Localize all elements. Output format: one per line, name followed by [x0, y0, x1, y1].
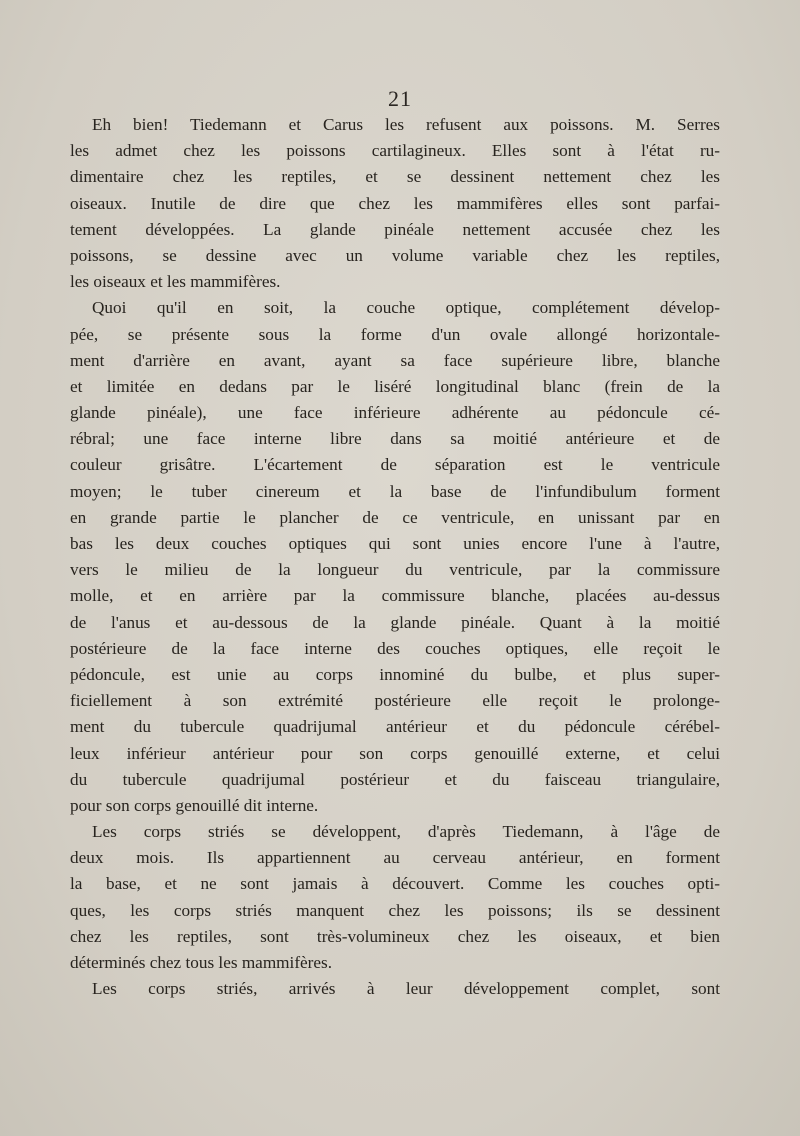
text-line: oiseaux. Inutile de dire que chez les mammifères elles sont parfai-	[70, 193, 720, 213]
text-line: glande pinéale), une face inférieure adhérente au pédoncule cé-	[70, 403, 720, 423]
text-line: rébral; une face interne libre dans sa moitié antérieure et de	[70, 429, 720, 449]
text-line: Les corps striés se développent, d'après Tiedemann, à l'âge de	[92, 822, 720, 842]
text-line: en grande partie le plancher de ce ventricule, en unissant par en	[70, 507, 720, 527]
text-line: poissons, se dessine avec un volume variable chez les reptiles,	[70, 245, 720, 265]
text-line: vers le milieu de la longueur du ventricule, par la commissure	[70, 560, 720, 580]
text-line: pée, se présente sous la forme d'un ovale allongé horizontale-	[70, 324, 720, 344]
text-line: chez les reptiles, sont très-volumineux chez les oiseaux, et bien	[70, 926, 720, 946]
text-line: ficiellement à son extrémité postérieure elle reçoit le prolonge-	[70, 691, 720, 711]
text-line: les oiseaux et les mammifères.	[70, 272, 281, 292]
page-number: 21	[388, 86, 412, 111]
text-line: déterminés chez tous les mammifères.	[70, 953, 333, 972]
text-line: Eh bien! Tiedemann et Carus les refusent aux poissons. M. Serres	[92, 115, 720, 134]
text-line: postérieure de la face interne des couches optiques, elle reçoit le	[70, 638, 720, 658]
body-text	[70, 112, 720, 1002]
text-line: Les corps striés, arrivés à leur développement complet, sont	[92, 979, 720, 999]
text-line: la base, et ne sont jamais à découvert. Comme les couches opti-	[70, 874, 720, 894]
text-line: les admet chez les poissons cartilagineux. Elles sont à l'état ru-	[70, 141, 720, 161]
text-line: pour son corps genouillé dit interne.	[70, 795, 319, 815]
text-line: deux mois. Ils appartiennent au cerveau antérieur, en forment	[70, 848, 720, 868]
text-line: ment du tubercule quadrijumal antérieur et du pédoncule cérébel-	[70, 717, 720, 737]
text-line: couleur grisâtre. L'écartement de séparation est le ventricule	[70, 455, 720, 475]
text-line: ment d'arrière en avant, ayant sa face supérieure libre, blanche	[70, 350, 720, 370]
text-line: Quoi qu'il en soit, la couche optique, complétement dévelop-	[92, 298, 720, 318]
text-line: du tubercule quadrijumal postérieur et du faisceau triangulaire,	[70, 769, 720, 789]
text-line: de l'anus et au-dessous de la glande pinéale. Quant à la moitié	[70, 612, 720, 632]
text-line: molle, et en arrière par la commissure blanche, placées au-dessus	[70, 586, 720, 606]
text-line: leux inférieur antérieur pour son corps genouillé externe, et celui	[70, 743, 720, 763]
text-line: pédoncule, est unie au corps innominé du bulbe, et plus super-	[70, 664, 720, 684]
text-line: et limitée en dedans par le liséré longitudinal blanc (frein de la	[70, 376, 720, 396]
text-line: dimentaire chez les reptiles, et se dessinent nettement chez les	[70, 167, 720, 187]
text-line: moyen; le tuber cinereum et la base de l'infundibulum forment	[70, 481, 720, 501]
text-line: ques, les corps striés manquent chez les poissons; ils se dessinent	[70, 900, 720, 920]
text-line: tement développées. La glande pinéale nettement accusée chez les	[70, 219, 720, 239]
text-line: bas les deux couches optiques qui sont unies encore l'une à l'autre,	[70, 534, 720, 553]
